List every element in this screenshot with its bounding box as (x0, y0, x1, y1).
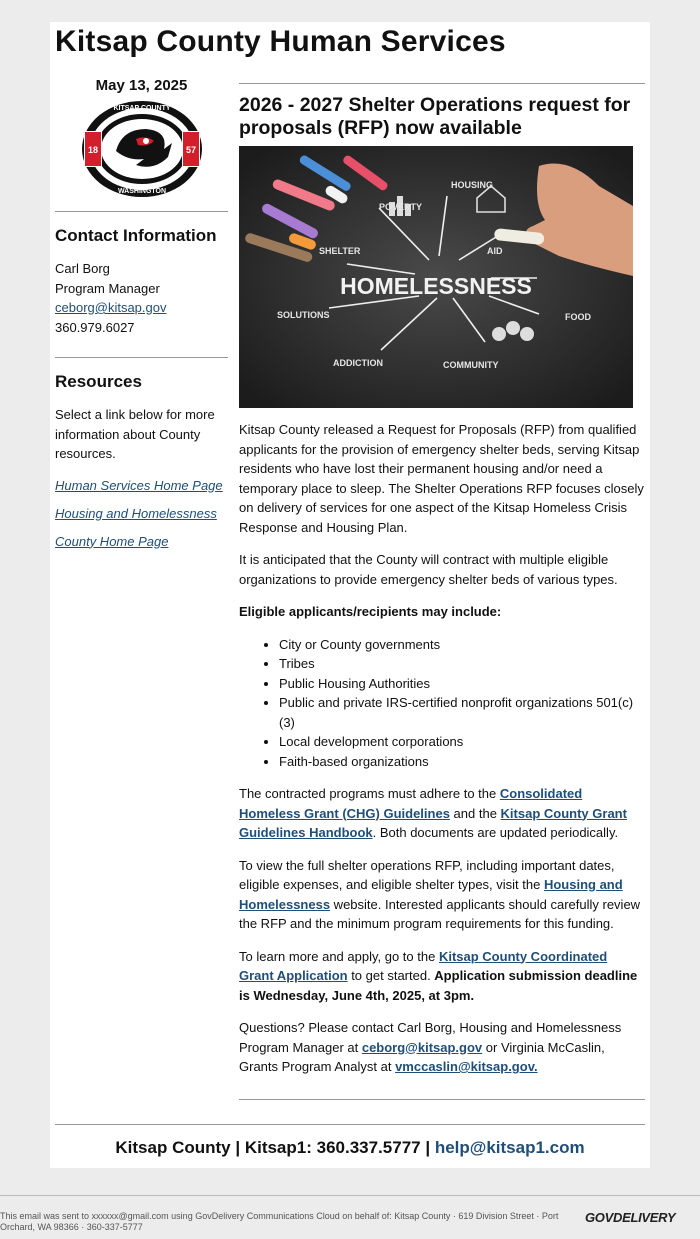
grant-application-link[interactable]: Kitsap County Coordinated Grant Application (239, 948, 608, 983)
county-home-link[interactable]: County Home Page (55, 533, 169, 549)
image-word-solutions: SOLUTIONS (277, 310, 330, 320)
homelessness-chalkboard-image (239, 146, 633, 408)
county-seal-logo (80, 99, 204, 199)
list-item: • City or County governments (279, 635, 645, 655)
divider (0, 1195, 700, 1196)
footer-text: Kitsap County | Kitsap1: 360.337.5777 | (115, 1138, 435, 1157)
svg-text:57: 57 (185, 145, 196, 155)
list-item: • Faith-based organizations (279, 752, 645, 772)
article-paragraph: Kitsap County released a Request for Proposals (RFP) from qualified applicants for the provision of emergency shelter beds, serving Kitsap residents who have lost their permanent housing and/or need a temporary place to sleep. The Shelter Operations RFP focuses closely on delivery of services for one aspect of the Kitsap Homeless Crisis Response and Housing Plan. (239, 422, 644, 535)
delivery-notice: This email was sent to xxxxxx@gmail.com using GovDelivery Communications Cloud on behalf of: Kitsap County · 619 Division Street · Port Orchard, WA 98366 · 360-337-5777 (0, 1211, 559, 1232)
contact-title: Program Manager (55, 280, 160, 296)
article-title: 2026 - 2027 Shelter Operations request for proposals (RFP) now available (239, 94, 631, 139)
human-services-home-link[interactable]: Human Services Home Page (55, 477, 223, 493)
footer (50, 1138, 650, 1158)
resources-section (55, 372, 228, 549)
chg-guidelines-link[interactable]: Consolidated Homeless Grant (CHG) Guidelines (239, 786, 583, 821)
image-word-food: FOOD (565, 312, 591, 322)
svg-text:WASHINGTON: WASHINGTON (117, 188, 166, 195)
eligible-list (239, 635, 645, 772)
resources-intro: Select a link below for more information about County resources. (55, 407, 215, 461)
list-item: • Tribes (279, 654, 645, 674)
ceborg-email-link[interactable]: ceborg@kitsap.gov (361, 1039, 483, 1055)
article-paragraph: The contracted programs must adhere to the Consolidated Homeless Grant (CHG) Guidelines and the Kitsap County Grant Guidelines Handbook. Both documents are updated periodically. (239, 786, 627, 840)
list-item: • Public Housing Authorities (279, 674, 645, 694)
housing-homelessness-inline-link[interactable]: Housing and Homelessness (239, 877, 623, 912)
footer-email-link[interactable]: help@kitsap1.com (434, 1138, 585, 1157)
article-paragraph: It is anticipated that the County will contract with multiple eligible organizations to provide emergency shelter beds of various types. (239, 552, 618, 587)
contact-phone: 360.979.6027 (55, 319, 135, 335)
contact-name: Carl Borg (55, 261, 110, 276)
image-word-homelessness: HOMELESSNESS (340, 273, 532, 299)
article-paragraph: Questions? Please contact Carl Borg, Housing and Homelessness Program Manager at ceborg@kitsap.gov or Virginia McCaslin, Grants Program Analyst at vmccaslin@kitsap.gov. (239, 1020, 622, 1074)
image-word-housing: HOUSING (451, 180, 494, 190)
grant-guidelines-handbook-link[interactable]: Kitsap County Grant Guidelines Handbook (239, 805, 627, 840)
vmccaslin-email-link[interactable]: vmccaslin@kitsap.gov. (395, 1059, 538, 1074)
image-word-shelter: SHELTER (319, 246, 361, 256)
divider (55, 357, 228, 358)
image-word-community: COMMUNITY (443, 360, 499, 370)
govdelivery-logo[interactable]: GOVDELIVERY (585, 1210, 676, 1225)
issue-date: May 13, 2025 (95, 77, 188, 94)
image-word-poverty: POVERTY (379, 202, 423, 212)
contact-heading: Contact Information (55, 226, 217, 245)
resources-heading: Resources (55, 372, 142, 391)
article-paragraph: To learn more and apply, go to the Kitsap County Coordinated Grant Application to get started. Application submission deadline is Wednesday, June 4th, 2025, at 3pm. (239, 948, 638, 1003)
contact-email-link[interactable]: ceborg@kitsap.gov (55, 300, 167, 315)
article (239, 83, 645, 1100)
list-item: • Local development corporations (279, 732, 645, 752)
contact-section (55, 226, 228, 337)
brand-title: Kitsap County Human Services (55, 25, 506, 58)
divider (55, 1124, 645, 1125)
deadline-text: Application submission deadline is Wednesday, June 4th, 2025, at 3pm. (239, 968, 638, 1003)
svg-text:KITSAP COUNTY: KITSAP COUNTY (112, 105, 171, 112)
divider (239, 1099, 645, 1100)
svg-text:18: 18 (87, 145, 98, 155)
image-word-addiction: ADDICTION (333, 358, 383, 368)
divider (55, 211, 228, 212)
email-card (50, 22, 650, 1168)
eligible-heading: Eligible applicants/recipients may include: (239, 604, 502, 619)
image-word-aid: AID (487, 246, 503, 256)
divider (239, 83, 645, 84)
article-paragraph: To view the full shelter operations RFP, including important dates, eligible expenses, and eligible shelter types, visit the Housing and Homelessness website. Interested applicants should carefully review the RFP and the minimum program requirements for this funding. (239, 857, 641, 931)
housing-homelessness-link[interactable]: Housing and Homelessness (55, 505, 217, 521)
sidebar (55, 77, 228, 549)
list-item: • Public and private IRS-certified nonprofit organizations 501(c)(3) (279, 693, 645, 732)
